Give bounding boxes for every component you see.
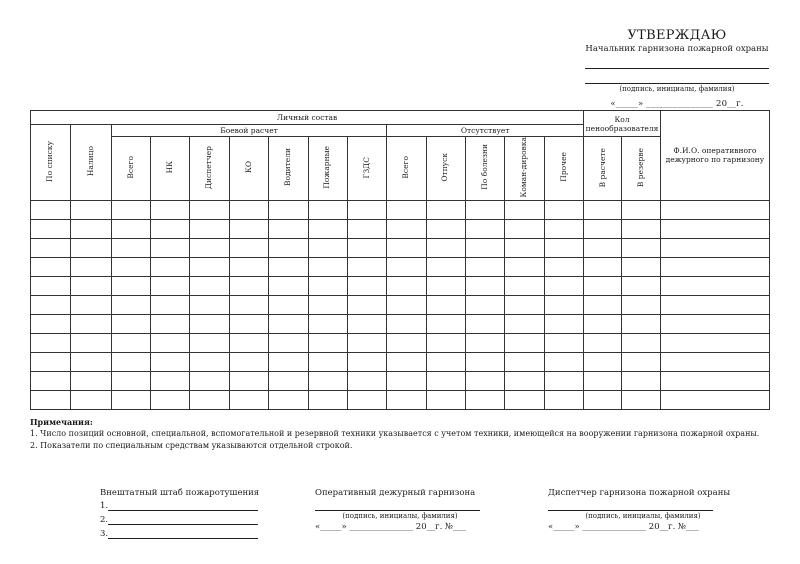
table-cell	[71, 295, 111, 314]
table-cell	[622, 295, 660, 314]
table-cell	[229, 371, 268, 390]
table-cell	[426, 257, 465, 276]
table-cell	[229, 295, 268, 314]
table-cell	[31, 390, 71, 409]
header-absent-trip: Коман-дировка	[505, 137, 544, 201]
table-cell	[505, 219, 544, 238]
table-cell	[465, 333, 504, 352]
header-combat-gzds: ГЗДС	[347, 137, 386, 201]
table-cell	[71, 238, 111, 257]
header-combat-firefighters: Пожарные	[308, 137, 347, 201]
table-cell	[584, 238, 622, 257]
table-cell	[31, 371, 71, 390]
table-cell	[151, 238, 190, 257]
table-cell	[544, 219, 583, 238]
table-cell	[622, 371, 660, 390]
table-row	[31, 295, 770, 314]
table-cell	[347, 200, 386, 219]
table-row	[31, 200, 770, 219]
table-cell	[622, 238, 660, 257]
table-row	[31, 333, 770, 352]
table-cell	[111, 257, 150, 276]
table-cell	[71, 257, 111, 276]
table-cell	[426, 238, 465, 257]
table-cell	[426, 333, 465, 352]
table-cell	[269, 390, 308, 409]
table-cell	[544, 257, 583, 276]
table-cell	[622, 219, 660, 238]
table-cell	[544, 295, 583, 314]
table-cell	[308, 219, 347, 238]
table-cell	[151, 276, 190, 295]
table-cell	[229, 219, 268, 238]
header-by-list: По списку	[31, 125, 71, 201]
notes-block	[30, 416, 780, 452]
header-foam-reserve: В резерве	[622, 137, 660, 201]
table-cell	[465, 238, 504, 257]
table-cell	[269, 238, 308, 257]
table-cell	[269, 371, 308, 390]
table-cell	[269, 257, 308, 276]
staff-line: 1.	[100, 500, 270, 512]
table-cell	[584, 390, 622, 409]
table-cell	[308, 238, 347, 257]
table-cell	[387, 219, 426, 238]
header-duty-officer: Ф.И.О. оперативного дежурного по гарнизону	[660, 111, 769, 201]
table-cell	[347, 295, 386, 314]
table-cell	[622, 390, 660, 409]
header-combat-drivers: Водители	[269, 137, 308, 201]
table-cell	[190, 333, 229, 352]
table-cell	[229, 390, 268, 409]
table-cell	[308, 390, 347, 409]
table-cell	[31, 352, 71, 371]
table-cell	[426, 390, 465, 409]
table-cell	[111, 219, 150, 238]
table-cell	[584, 314, 622, 333]
table-cell	[622, 352, 660, 371]
table-cell	[151, 390, 190, 409]
table-cell	[190, 257, 229, 276]
header-foam-in-calc: В расчете	[584, 137, 622, 201]
table-cell	[347, 390, 386, 409]
table-cell	[465, 219, 504, 238]
table-cell	[308, 257, 347, 276]
table-cell	[544, 314, 583, 333]
table-cell	[387, 295, 426, 314]
table-cell	[622, 257, 660, 276]
table-cell	[465, 314, 504, 333]
table-cell	[71, 390, 111, 409]
table-cell	[151, 200, 190, 219]
table-cell	[229, 276, 268, 295]
table-cell	[387, 238, 426, 257]
table-cell	[544, 371, 583, 390]
table-cell	[31, 295, 71, 314]
table-cell	[151, 371, 190, 390]
table-cell	[426, 352, 465, 371]
table-cell	[584, 257, 622, 276]
table-cell	[660, 314, 769, 333]
table-cell	[229, 352, 268, 371]
table-cell	[622, 276, 660, 295]
approval-blank-line-1	[585, 54, 769, 69]
table-cell	[111, 238, 150, 257]
header-absent-total: Всего	[387, 137, 426, 201]
table-cell	[269, 352, 308, 371]
table-cell	[31, 333, 71, 352]
dispatcher-signature-block	[548, 488, 738, 532]
table-cell	[387, 200, 426, 219]
table-cell	[111, 276, 150, 295]
staff-title: Внештатный штаб пожаротушения	[100, 488, 260, 498]
table-cell	[31, 219, 71, 238]
table-cell	[426, 371, 465, 390]
duty-officer-caption: (подпись, инициалы, фамилия)	[342, 512, 458, 520]
table-cell	[505, 295, 544, 314]
table-cell	[544, 238, 583, 257]
table-cell	[151, 219, 190, 238]
table-cell	[151, 333, 190, 352]
table-cell	[387, 390, 426, 409]
table-cell	[660, 352, 769, 371]
table-cell	[229, 257, 268, 276]
header-combat: Боевой расчет	[111, 125, 387, 137]
table-cell	[465, 276, 504, 295]
table-cell	[269, 314, 308, 333]
table-cell	[426, 295, 465, 314]
table-cell	[584, 200, 622, 219]
table-cell	[190, 314, 229, 333]
dispatcher-signature-line	[548, 500, 713, 511]
table-cell	[505, 371, 544, 390]
table-cell	[111, 333, 150, 352]
table-cell	[71, 352, 111, 371]
table-cell	[465, 371, 504, 390]
table-cell	[190, 352, 229, 371]
table-cell	[660, 371, 769, 390]
table-cell	[505, 276, 544, 295]
table-cell	[269, 333, 308, 352]
table-cell	[347, 352, 386, 371]
table-cell	[660, 390, 769, 409]
table-cell	[387, 314, 426, 333]
approval-date-line: «_____» _______________ 20__г.	[610, 99, 744, 109]
table-cell	[190, 371, 229, 390]
table-row	[31, 390, 770, 409]
table-cell	[465, 200, 504, 219]
notes-title: Примечания:	[30, 417, 93, 427]
header-absent-vacation: Отпуск	[426, 137, 465, 201]
table-cell	[229, 238, 268, 257]
table-cell	[269, 276, 308, 295]
table-cell	[190, 295, 229, 314]
table-cell	[660, 219, 769, 238]
table-cell	[622, 314, 660, 333]
table-cell	[111, 371, 150, 390]
report-table	[30, 110, 770, 410]
approval-block	[583, 28, 771, 109]
table-row	[31, 371, 770, 390]
table-cell	[584, 371, 622, 390]
table-cell	[71, 314, 111, 333]
table-cell	[347, 314, 386, 333]
table-row	[31, 257, 770, 276]
table-cell	[308, 314, 347, 333]
table-cell	[190, 276, 229, 295]
duty-officer-signature-line	[315, 500, 480, 511]
table-row	[31, 219, 770, 238]
table-cell	[505, 333, 544, 352]
table-cell	[426, 219, 465, 238]
table-cell	[505, 238, 544, 257]
table-cell	[190, 390, 229, 409]
table-cell	[308, 333, 347, 352]
table-cell	[190, 200, 229, 219]
table-cell	[31, 314, 71, 333]
table-cell	[660, 257, 769, 276]
header-combat-nk: НК	[151, 137, 190, 201]
table-cell	[229, 200, 268, 219]
table-cell	[111, 200, 150, 219]
table-cell	[347, 371, 386, 390]
table-cell	[190, 219, 229, 238]
header-foam: Кол пенообразователя	[584, 111, 661, 137]
note-item: 1. Число позиций основной, специальной, вспомогательной и резервной техники указывается с учетом техники, имеющейся на вооружении гарнизона пожарной охраны.	[30, 429, 760, 438]
table-cell	[151, 352, 190, 371]
table-cell	[622, 200, 660, 219]
table-cell	[151, 295, 190, 314]
table-cell	[229, 333, 268, 352]
table-cell	[584, 276, 622, 295]
approval-signature-line	[585, 69, 769, 84]
table-body	[31, 200, 770, 409]
table-cell	[308, 276, 347, 295]
header-personnel: Личный состав	[31, 111, 584, 125]
table-cell	[544, 333, 583, 352]
table-cell	[544, 390, 583, 409]
table-row	[31, 238, 770, 257]
table-cell	[387, 276, 426, 295]
table-cell	[544, 200, 583, 219]
table-cell	[190, 238, 229, 257]
table-cell	[308, 200, 347, 219]
table-cell	[505, 390, 544, 409]
table-cell	[71, 219, 111, 238]
table-cell	[308, 371, 347, 390]
table-cell	[31, 257, 71, 276]
duty-officer-date-line: «_____» _______________ 20__г. №___	[315, 522, 466, 532]
table-cell	[31, 276, 71, 295]
table-cell	[660, 200, 769, 219]
header-absent-sick: По болезни	[465, 137, 504, 201]
table-cell	[387, 257, 426, 276]
table-cell	[269, 200, 308, 219]
table-cell	[229, 314, 268, 333]
table-cell	[347, 257, 386, 276]
header-combat-total: Всего	[111, 137, 150, 201]
table-cell	[269, 295, 308, 314]
table-cell	[505, 200, 544, 219]
table-cell	[505, 352, 544, 371]
table-cell	[347, 219, 386, 238]
table-cell	[426, 314, 465, 333]
header-combat-dispatcher: Диспетчер	[190, 137, 229, 201]
table-cell	[544, 276, 583, 295]
table-cell	[151, 314, 190, 333]
staff-line: 2.	[100, 514, 270, 526]
table-cell	[622, 333, 660, 352]
duty-officer-signature-block	[315, 488, 485, 532]
table-cell	[269, 219, 308, 238]
header-absent-other: Прочее	[544, 137, 583, 201]
table-cell	[584, 352, 622, 371]
table-cell	[347, 238, 386, 257]
approval-position: Начальник гарнизона пожарной охраны	[585, 44, 769, 54]
table-cell	[347, 276, 386, 295]
dispatcher-date-line: «_____» _______________ 20__г. №___	[548, 522, 699, 532]
table-cell	[111, 295, 150, 314]
table-cell	[465, 257, 504, 276]
note-item: 2. Показатели по специальным средствам указываются отдельной строкой.	[30, 441, 353, 450]
approval-signature-caption: (подпись, инициалы, фамилия)	[619, 85, 735, 93]
table-cell	[71, 276, 111, 295]
table-cell	[584, 333, 622, 352]
table-cell	[71, 200, 111, 219]
table-cell	[465, 390, 504, 409]
table-cell	[660, 295, 769, 314]
table-cell	[387, 352, 426, 371]
table-cell	[426, 200, 465, 219]
table-cell	[505, 314, 544, 333]
table-row	[31, 352, 770, 371]
table-cell	[387, 371, 426, 390]
header-absent: Отсутствует	[387, 125, 584, 137]
table-cell	[71, 333, 111, 352]
table-cell	[426, 276, 465, 295]
table-cell	[465, 352, 504, 371]
header-combat-ko: КО	[229, 137, 268, 201]
table-cell	[347, 333, 386, 352]
table-cell	[111, 390, 150, 409]
staff-signature-block	[100, 488, 270, 540]
table-cell	[387, 333, 426, 352]
table-cell	[584, 295, 622, 314]
table-cell	[111, 314, 150, 333]
duty-officer-title: Оперативный дежурный гарнизона	[315, 488, 476, 498]
table-row	[31, 314, 770, 333]
table-cell	[151, 257, 190, 276]
table-cell	[308, 295, 347, 314]
table-cell	[71, 371, 111, 390]
header-present: Налицо	[71, 125, 111, 201]
table-cell	[660, 333, 769, 352]
table-cell	[660, 276, 769, 295]
table-cell	[31, 238, 71, 257]
table-cell	[111, 352, 150, 371]
table-cell	[505, 257, 544, 276]
table-cell	[465, 295, 504, 314]
dispatcher-caption: (подпись, инициалы, фамилия)	[585, 512, 701, 520]
table-cell	[308, 352, 347, 371]
table-cell	[660, 238, 769, 257]
dispatcher-title: Диспетчер гарнизона пожарной охраны	[548, 488, 731, 498]
table-cell	[544, 352, 583, 371]
approval-title: УТВЕРЖДАЮ	[627, 28, 727, 43]
staff-line: 3.	[100, 528, 270, 540]
table-cell	[584, 219, 622, 238]
table-cell	[31, 200, 71, 219]
table-row	[31, 276, 770, 295]
